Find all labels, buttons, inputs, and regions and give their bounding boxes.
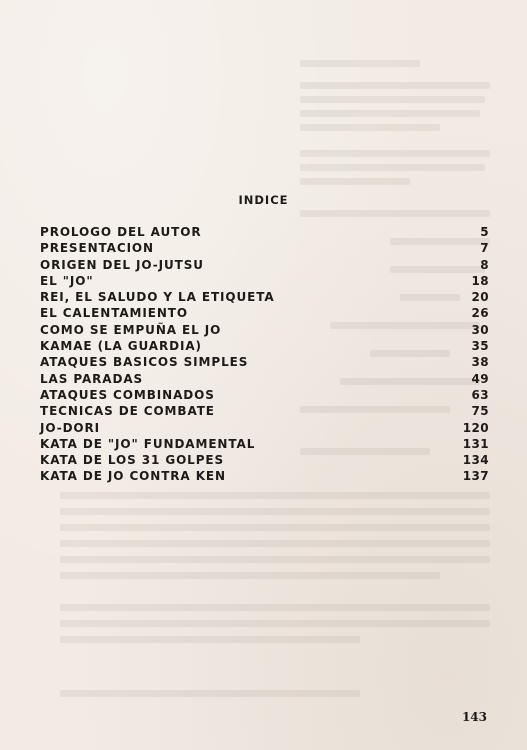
toc-entry-page: 63 [471, 387, 489, 402]
toc-entry [40, 289, 489, 305]
toc-entry [40, 452, 489, 468]
index-heading: INDICE [238, 193, 289, 207]
toc-entry [40, 468, 489, 484]
toc-entry [40, 403, 489, 419]
page-number: 143 [461, 710, 487, 724]
toc-entry-page: 75 [471, 404, 489, 419]
toc-entry-title: JO-DORI [40, 420, 101, 435]
toc-entry-title: EL CALENTAMIENTO [40, 306, 188, 321]
toc-entry [40, 354, 489, 370]
toc-entry [40, 273, 489, 289]
toc-entry-page: 20 [471, 290, 489, 305]
toc-entry [40, 224, 489, 240]
toc-entry-title: KATA DE JO CONTRA KEN [40, 469, 226, 484]
toc-entry [40, 420, 489, 436]
toc-entry-title: KATA DE "JO" FUNDAMENTAL [40, 436, 256, 451]
toc-entry-page: 49 [471, 371, 489, 386]
toc-entry-title: KATA DE LOS 31 GOLPES [40, 453, 225, 468]
toc-entry-page: 38 [471, 355, 489, 370]
toc-entry [40, 436, 489, 452]
toc-entry-title: EL "JO" [40, 273, 94, 288]
toc-entry-title: LAS PARADAS [40, 371, 144, 386]
toc-entry [40, 338, 489, 354]
toc-entry-page: 120 [462, 420, 489, 435]
toc-entry-title: COMO SE EMPUÑA EL JO [40, 322, 222, 337]
toc-entry [40, 387, 489, 403]
toc-entry-page: 35 [471, 339, 489, 354]
toc-entry-title: PRESENTACION [40, 241, 154, 256]
toc-entry-title: PROLOGO DEL AUTOR [40, 225, 202, 239]
toc-entry [40, 240, 489, 256]
toc-entry [40, 305, 489, 321]
toc-entry [40, 322, 489, 338]
toc-entry-page: 8 [480, 257, 489, 272]
toc-entry-page: 5 [480, 225, 489, 239]
toc-entry-title: REI, EL SALUDO Y LA ETIQUETA [40, 290, 275, 305]
toc-entry [40, 257, 489, 273]
toc-entry-title: KAMAE (LA GUARDIA) [40, 339, 202, 354]
toc-entry-page: 131 [462, 436, 489, 451]
toc-entry-title: ORIGEN DEL JO-JUTSU [40, 257, 204, 272]
toc-entry-page: 18 [471, 273, 489, 288]
toc-entry-title: ATAQUES BASICOS SIMPLES [40, 355, 249, 370]
toc-entry-page: 26 [471, 306, 489, 321]
table-of-contents [40, 224, 489, 485]
toc-entry-page: 134 [462, 453, 489, 468]
toc-entry-page: 137 [462, 469, 489, 484]
toc-entry-title: ATAQUES COMBINADOS [40, 387, 215, 402]
toc-entry-page: 30 [471, 322, 489, 337]
toc-entry-page: 7 [480, 241, 489, 256]
toc-entry [40, 371, 489, 387]
toc-entry-title: TECNICAS DE COMBATE [40, 404, 215, 419]
